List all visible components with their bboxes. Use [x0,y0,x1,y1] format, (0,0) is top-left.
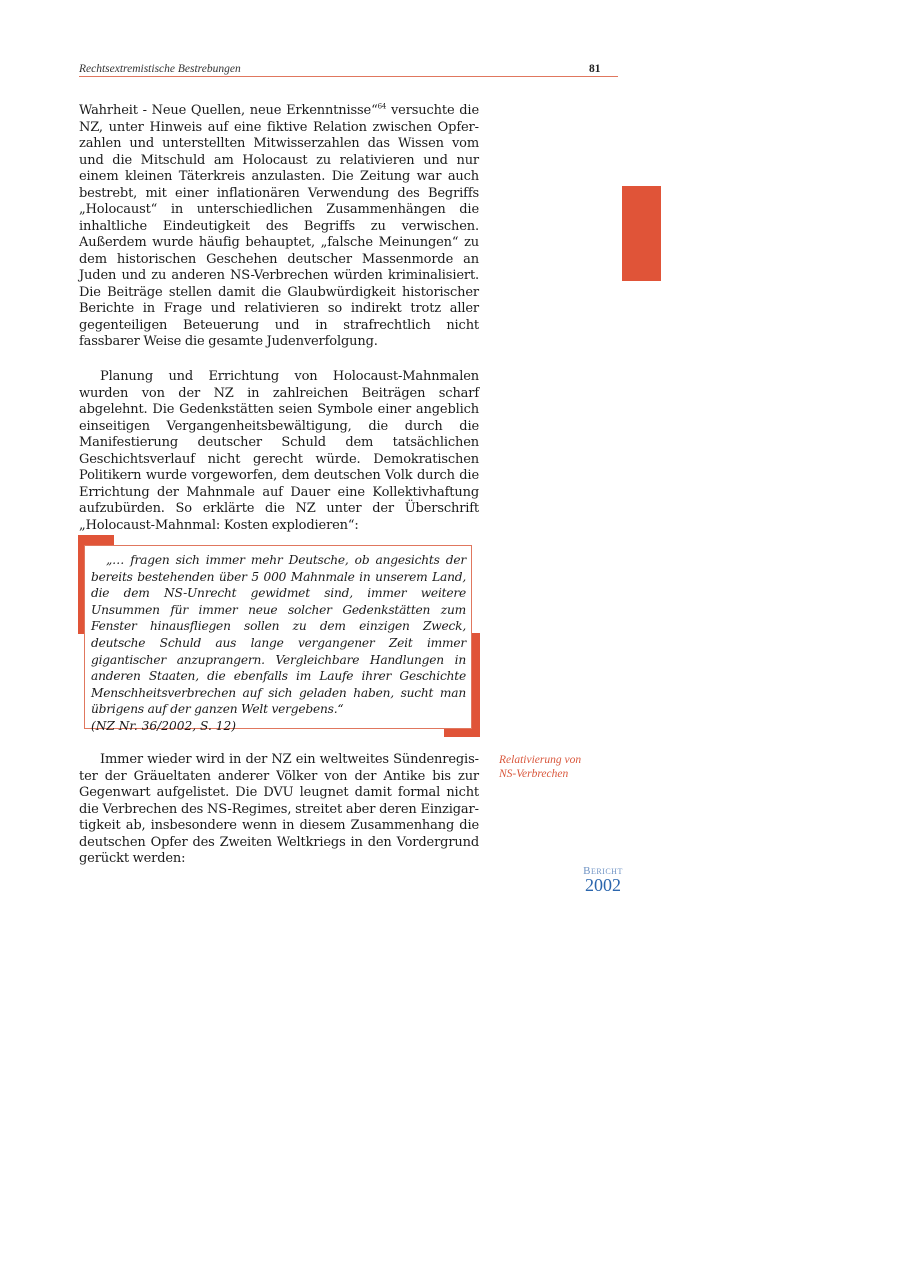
page-number: 81 [589,63,601,75]
quote-text: „… fragen sich immer mehr Deutsche, ob angesichts der bereits bestehenden über 5 000 Mahnmale in unserem Land, die dem NS-Unrecht gewidmet sind, immer weitere Unsummen für immer neue solcher Gedenkstätten zum Fenster hinausfliegen sollen zu dem einzigen Zweck, deutsche Schuld aus lange vergangener Zeit immer gigantischer anzuprangern. Vergleichbare Handlungen in anderen Staaten, die ebenfalls im Laufe ihrer Geschichte Menschheitsverbrechen auf sich geladen haben, sucht man übrigens auf der ganzen Welt vergebens.“ [91,553,466,717]
footnote-reference[interactable]: 64 [377,102,387,111]
logo-year: 2002 [585,875,621,895]
quote-source: (NZ Nr. 36/2002, S. 12) [91,718,236,733]
chapter-marker-bar [622,186,661,281]
margin-note-line-2: NS-Verbrechen [499,768,569,780]
margin-note-line-1: Relativierung von [499,754,582,766]
header-divider [79,76,618,77]
body-paragraph-2: Planung und Errichtung von Holocaust-Mahnmalen wurden von der NZ in zahlreichen Beiträgen scharf abgelehnt. Die Gedenkstätten seien Symbole einer angeblich einseitigen Vergangenheitsbewältigung, die durch die Manifestierung deutscher Schuld dem tatsächlichen Geschichtsverlauf nicht gerecht würde. Demokratischen Politikern wurde vorgeworfen, dem deutschen Volk durch die Errichtung der Mahnmale auf Dauer eine Kollektivhaftung aufzubürden. So erklärte die NZ unter der Überschrift „Holocaust-Mahnmal: Kosten explodieren“: [79,369,479,533]
logo-word: Bericht [583,865,623,877]
paragraph-1-text-end: versuchte die NZ, unter Hinweis auf eine fiktive Relation zwischen Opferzahlen und unterstellten Mitwisserzahlen das Wissen vom und die Mitschuld am Holocaust zu relativieren und nur einem kleinen Täterkreis anzulasten. Die Zeitung war auch bestrebt, mit einer inflationären Verwendung des Begriffs „Holocaust“ in unterschiedlichen Zusammenhängen die inhaltliche Eindeutigkeit des Begriffs zu verwischen. Außerdem wurde häufig behauptet, „falsche Meinungen“ zu dem historischen Geschehen deutscher Massenmorde an Juden und zu anderen NS-Verbrechen würden kriminalisiert. Die Beiträge stellen damit die Glaubwürdigkeit historischer Berichte in Frage und relativieren so indirekt trotz aller gegenteiligen Beteuerung und in strafrechtlich nicht fassbarer Weise die gesamte Judenverfolgung. [79,103,479,349]
paragraph-1-text-start: Wahrheit - Neue Quellen, neue Erkenntnisse“ [79,103,378,118]
bericht-2002-logo [577,866,629,893]
running-header-title: Rechtsextremistische Bestrebungen [79,63,241,75]
margin-note [499,753,609,781]
block-quote [84,545,472,733]
body-paragraph-1 [79,103,479,351]
body-paragraph-3: Immer wieder wird in der NZ ein weltweites Sündenregister der Gräueltaten anderer Völker von der Antike bis zur Gegenwart aufgelistet. Die DVU leugnet damit formal nicht die Verbrechen des NS-Regimes, streitet aber deren Einzigartigkeit ab, insbesondere wenn in diesem Zusammenhang die deutschen Opfer des Zweiten Weltkriegs in den Vordergrund gerückt werden: [79,752,479,866]
